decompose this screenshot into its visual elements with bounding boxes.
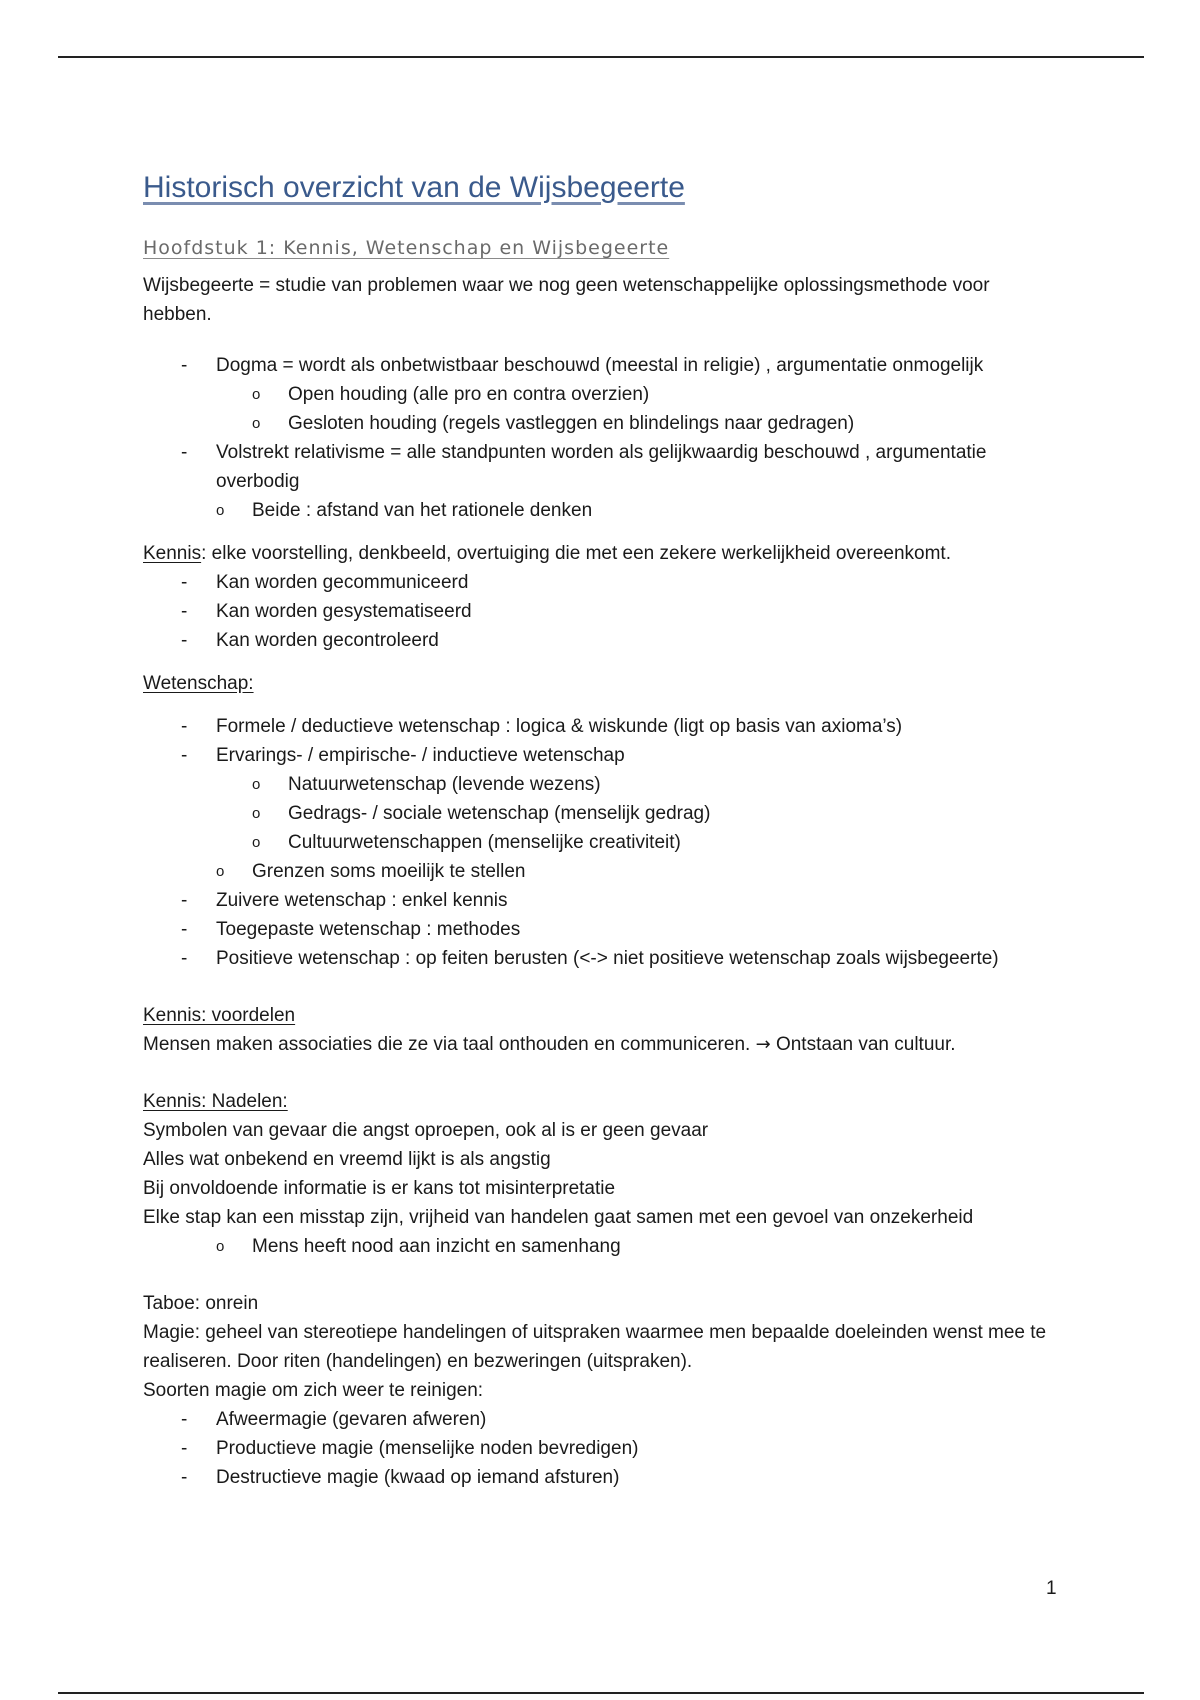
wetenschap-list-2 [143, 886, 1063, 973]
soorten-list [143, 1405, 1063, 1492]
list-item: - Ervarings- / empirische- / inductieve wetenschap [143, 741, 1063, 770]
nadelen-line: Bij onvoldoende informatie is er kans tot misinterpretatie [143, 1178, 616, 1199]
chapter-heading: Hoofdstuk 1: Kennis, Wetenschap en Wijsbegeerte [143, 237, 670, 259]
soorten-heading: Soorten magie om zich weer te reinigen: [143, 1380, 484, 1401]
taboe-line: Taboe: onrein [143, 1293, 259, 1314]
list-item: o Grenzen soms moeilijk te stellen [143, 857, 1063, 886]
list-item: - Kan worden gesystematiseerd [143, 597, 1063, 626]
circle-bullet-icon: o [216, 1238, 225, 1255]
right-arrow-icon: → [755, 1034, 771, 1055]
list-item: - Kan worden gecommuniceerd [143, 568, 1063, 597]
list-item: - Kan worden gecontroleerd [143, 626, 1063, 655]
list-item: o Open houding (alle pro en contra overzien) [143, 380, 1063, 409]
list-item: - Zuivere wetenschap : enkel kennis [143, 886, 1063, 915]
list-item: - Toegepaste wetenschap : methodes [143, 915, 1063, 944]
list-item: - Dogma = wordt als onbetwistbaar beschouwd (meestal in religie) , argumentatie onmogelijk [143, 351, 1063, 380]
circle-bullet-icon: o [252, 386, 261, 403]
list-item: - Productieve magie (menselijke noden bevredigen) [143, 1434, 1063, 1463]
circle-bullet-icon: o [216, 863, 225, 880]
kennis-definition: Kennis: elke voorstelling, denkbeeld, overtuiging die met een zekere werkelijkheid overeenkomt. [143, 543, 951, 564]
document-body [143, 168, 1063, 1492]
nadelen-heading: Kennis: Nadelen: [143, 1091, 288, 1112]
list-item: o Natuurwetenschap (levende wezens) [143, 770, 1063, 799]
footer-rule [58, 1692, 1144, 1694]
dogma-list [143, 351, 1063, 380]
circle-bullet-icon: o [252, 834, 261, 851]
list-item: o Gedrags- / sociale wetenschap (menselijk gedrag) [143, 799, 1063, 828]
magie-definition: Magie: geheel van stereotiepe handelingen of uitspraken waarmee men bepaalde doeleinden wenst mee te realiseren. Door riten (handelingen) en bezweringen (uitspraken). [143, 1322, 1047, 1372]
circle-bullet-icon: o [216, 502, 225, 519]
list-item: o Gesloten houding (regels vastleggen en blindelings naar gedragen) [143, 409, 1063, 438]
list-item: o Mens heeft nood aan inzicht en samenhang [143, 1232, 1063, 1261]
nadelen-line: Elke stap kan een misstap zijn, vrijheid van handelen gaat samen met een gevoel van onzekerheid [143, 1207, 974, 1228]
wetenschap-list [143, 712, 1063, 770]
relativisme-list [143, 438, 1063, 496]
list-item: o Cultuurwetenschappen (menselijke creativiteit) [143, 828, 1063, 857]
page-number: 1 [1046, 1578, 1057, 1599]
kennis-list [143, 568, 1063, 655]
list-item: - Formele / deductieve wetenschap : logica & wiskunde (ligt op basis van axioma’s) [143, 712, 1063, 741]
document-title: Historisch overzicht van de Wijsbegeerte [143, 171, 685, 204]
list-item: o Beide : afstand van het rationele denken [143, 496, 1063, 525]
list-item: - Volstrekt relativisme = alle standpunten worden als gelijkwaardig beschouwd , argumentatie overbodig [143, 438, 1063, 496]
voordelen-text: Mensen maken associaties die ze via taal onthouden en communiceren. → Ontstaan van cultuur. [143, 1034, 956, 1055]
header-rule [58, 56, 1144, 58]
list-item: - Afweermagie (gevaren afweren) [143, 1405, 1063, 1434]
circle-bullet-icon: o [252, 805, 261, 822]
intro-paragraph: Wijsbegeerte = studie van problemen waar we nog geen wetenschappelijke oplossingsmethode voor hebben. [143, 275, 990, 325]
circle-bullet-icon: o [252, 776, 261, 793]
list-item: - Destructieve magie (kwaad op iemand afsturen) [143, 1463, 1063, 1492]
list-item: - Positieve wetenschap : op feiten berusten (<-> niet positieve wetenschap zoals wijsbegeerte) [143, 944, 1063, 973]
nadelen-line: Symbolen van gevaar die angst oproepen, ook al is er geen gevaar [143, 1120, 709, 1141]
voordelen-heading: Kennis: voordelen [143, 1005, 296, 1026]
wetenschap-heading: Wetenschap: [143, 673, 254, 694]
circle-bullet-icon: o [252, 415, 261, 432]
nadelen-line: Alles wat onbekend en vreemd lijkt is als angstig [143, 1149, 551, 1170]
